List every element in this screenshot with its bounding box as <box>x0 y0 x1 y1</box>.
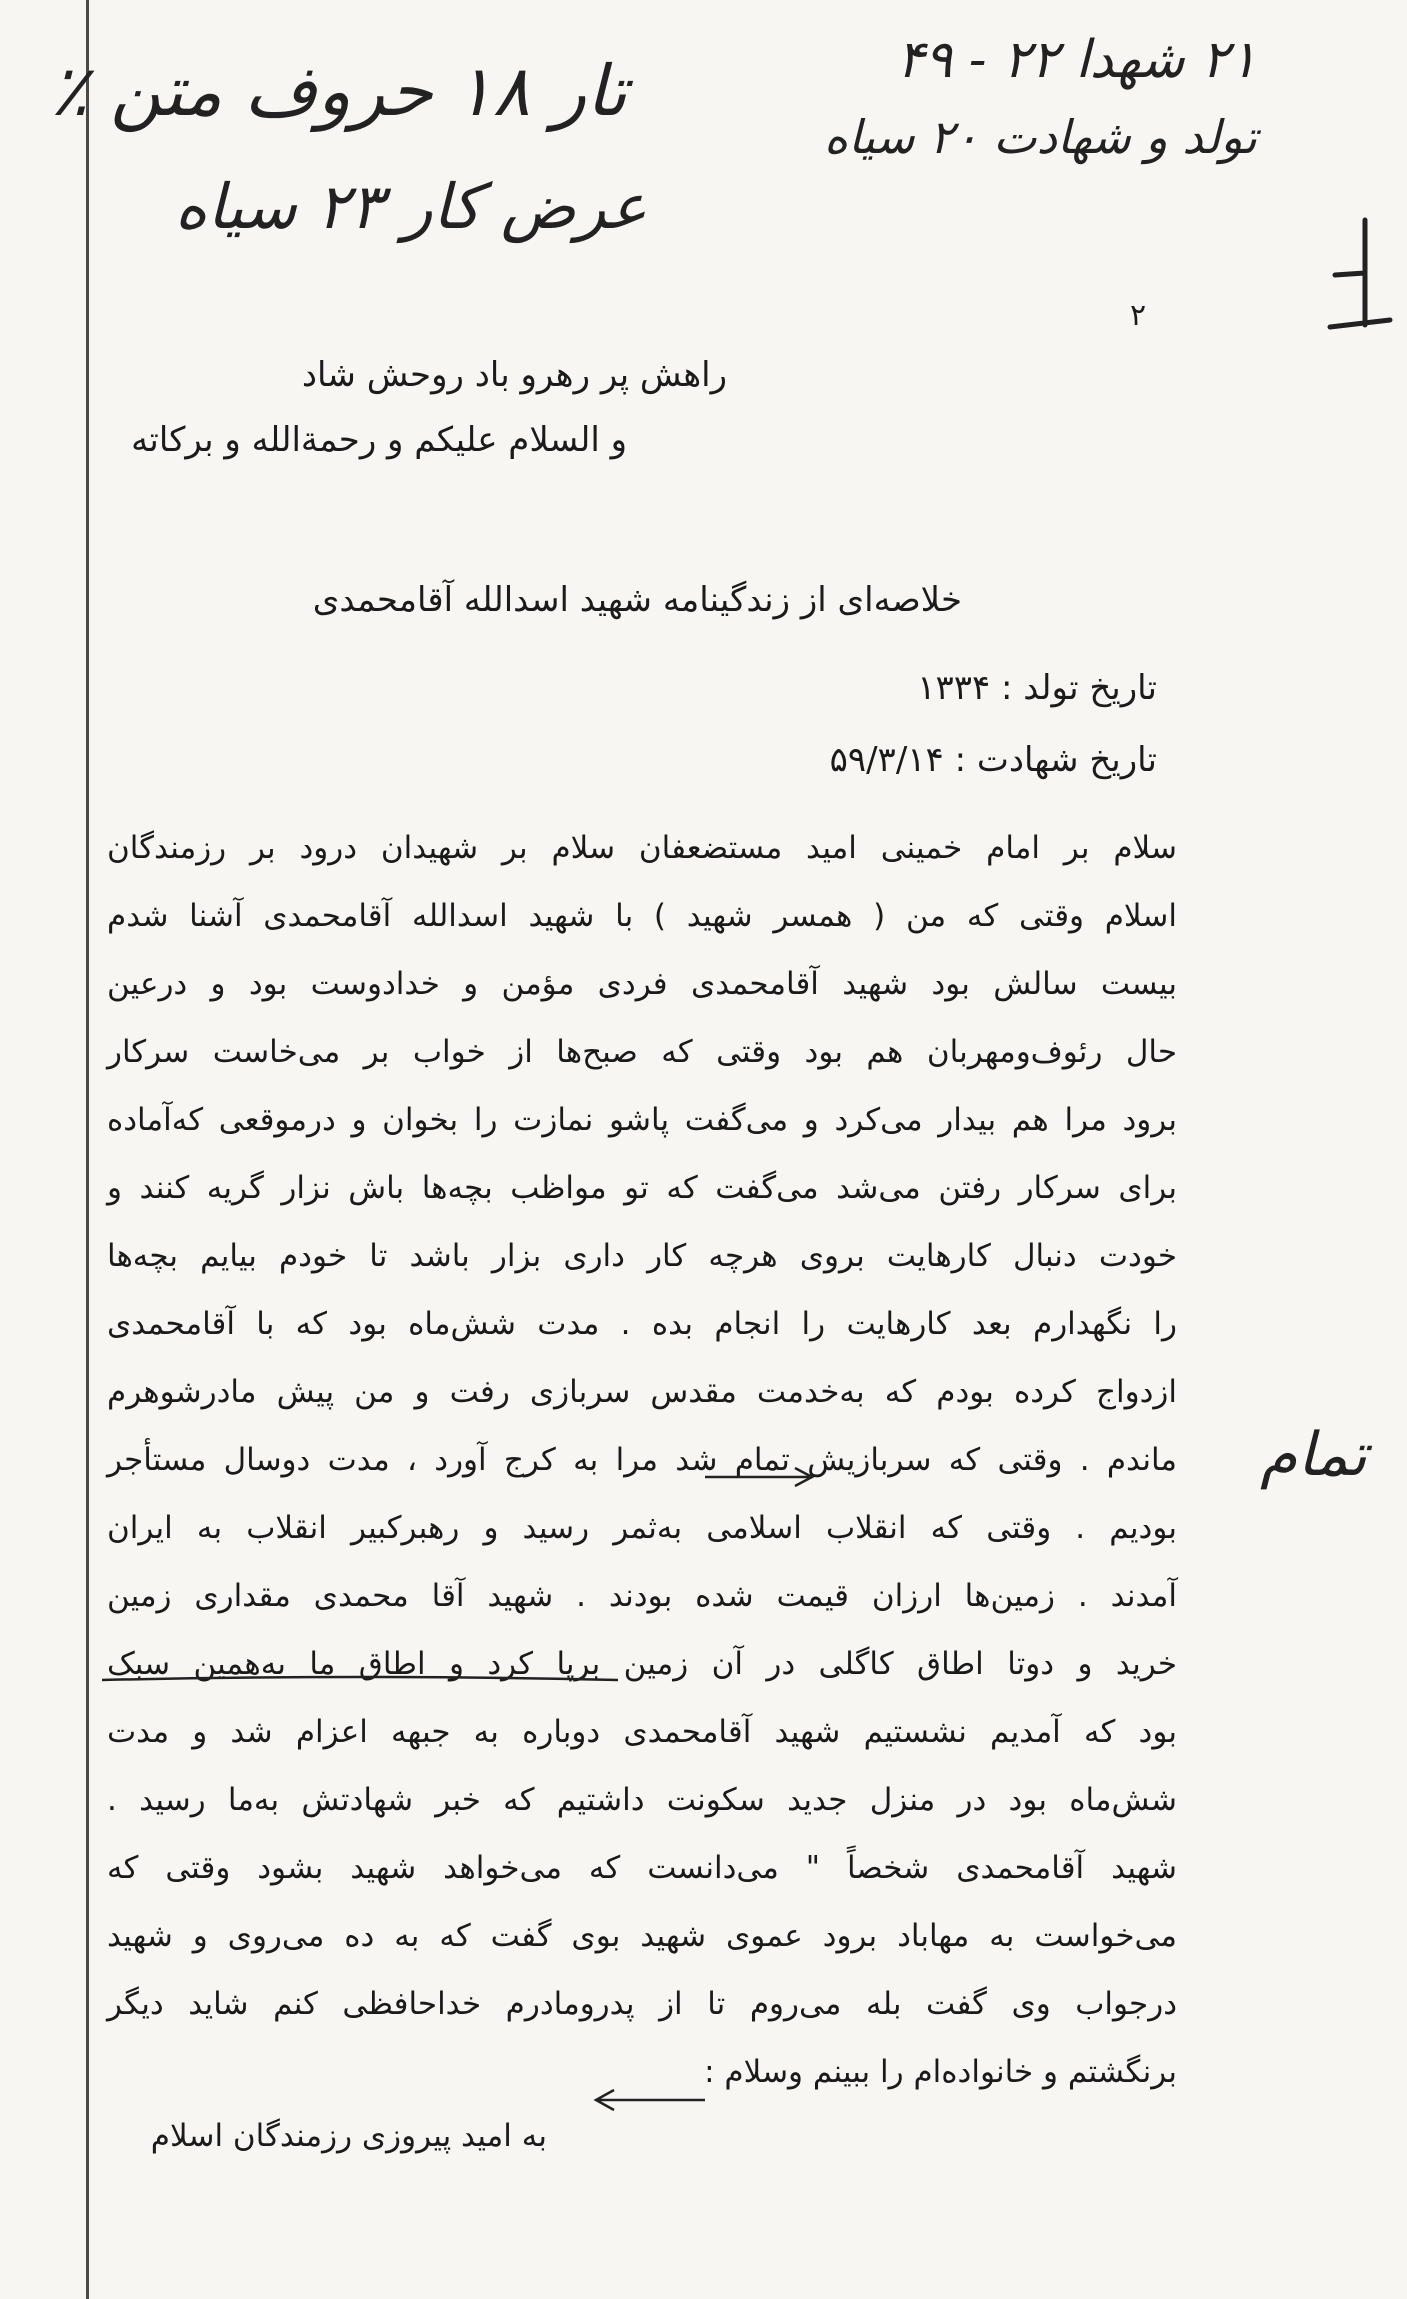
body-line: شش‌ماه بود در منزل جدید سکونت داشتیم که خبر شهادتش به‌ما رسید . <box>107 1782 1177 1818</box>
signoff-line: به امید پیروزی رزمندگان اسلام <box>150 2118 547 2154</box>
body-line: ازدواج کرده بودم که به‌خدمت مقدس سربازی رفت و من پیش مادرشوهرم <box>107 1374 1177 1410</box>
handwritten-note-top-left-1: تار ۱۸ حروف متن ٪ <box>50 50 627 132</box>
martyrdom-date: تاریخ شهادت : ۵۹/۳/۱۴ <box>829 740 1157 780</box>
body-line: اسلام وقتی که من ( همسر شهید ) با شهید اسدالله آقامحمدی آشنا شدم <box>107 898 1177 934</box>
body-line: آمدند . زمین‌ها ارزان قیمت شده بودند . شهید آقا محمدی مقداری زمین <box>107 1578 1177 1614</box>
body-line: خودت دنبال کارهایت بروی هرچه کار داری بزار باشد تا خودم بیایم بچه‌ها <box>107 1238 1177 1274</box>
edit-arrow-underline <box>700 1462 820 1492</box>
body-line: برای سرکار رفتن می‌شد می‌گفت که تو مواظب بچه‌ها باش نزار گریه کنند و <box>107 1170 1177 1206</box>
page-number: ۲ <box>1130 298 1147 333</box>
handwritten-note-top-right-2: تولد و شهادت ۲۰ سیاه <box>824 110 1257 164</box>
body-line: بود که آمدیم نشستیم شهید آقامحمدی دوباره به جبهه اعزام شد و مدت <box>107 1714 1177 1750</box>
body-line: ماندم . وقتی که سربازیش تمام شد مرا به کرج آورد ، مدت دوسال مستأجر <box>107 1442 1177 1478</box>
body-line: می‌خواست به مهاباد برود عموی شهید بوی گفت که به ده می‌روی و شهید <box>107 1918 1177 1954</box>
closing-line-1: راهش پر رهرو باد روحش شاد <box>301 355 727 395</box>
body-line: سلام بر امام خمینی امید مستضعفان سلام بر شهیدان درود بر رزمندگان <box>107 830 1177 866</box>
edit-arrow-left <box>590 2085 710 2115</box>
body-line: بیست سالش بود شهید آقامحمدی فردی مؤمن و خدادوست بود و درعین <box>107 966 1177 1002</box>
birth-date: تاریخ تولد : ۱۳۳۴ <box>917 668 1157 708</box>
handwritten-margin-note: تمام <box>1260 1420 1367 1490</box>
body-line: برود مرا هم بیدار می‌کرد و می‌گفت پاشو نمازت را بخوان و درموقعی که‌آماده <box>107 1102 1177 1138</box>
body-line: بودیم . وقتی که انقلاب اسلامی به‌ثمر رسید و رهبرکبیر انقلاب به ایران <box>107 1510 1177 1546</box>
body-line: را نگهدارم بعد کارهایت را انجام بده . مدت شش‌ماه بود که با آقامحمدی <box>107 1306 1177 1342</box>
body-line: خرید و دوتا اطاق کاگلی در آن زمین برپا کرد و اطاق ما به‌همین سبک <box>107 1646 1177 1682</box>
body-line: درجواب وی گفت بله می‌روم تا از پدرومادرم خداحافظی کنم شاید دیگر <box>107 1986 1177 2022</box>
handwritten-note-top-left-2: عرض کار ۲۳ سیاه <box>174 170 647 243</box>
biography-title: خلاصه‌ای از زندگینامه شهید اسدالله آقامحمدی <box>312 580 962 620</box>
closing-line-2: و السلام علیکم و رحمةالله و برکاته <box>131 420 627 460</box>
body-line: حال رئوف‌ومهربان هم بود وقتی که صبح‌ها از خواب بر می‌خاست سرکار <box>107 1034 1177 1070</box>
left-margin-line <box>86 0 89 2299</box>
handwritten-note-top-right-1: ۲۱ شهدا ۲۲ - ۴۹ <box>896 30 1257 90</box>
body-line: شهید آقامحمدی شخصاً " می‌دانست که می‌خواهد شهید بشود وقتی که <box>107 1850 1177 1886</box>
body-line: برنگشتم و خانواده‌ام را ببینم وسلام : <box>704 2054 1177 2090</box>
edit-underline <box>100 1672 620 1688</box>
margin-bracket-mark <box>1325 215 1395 335</box>
